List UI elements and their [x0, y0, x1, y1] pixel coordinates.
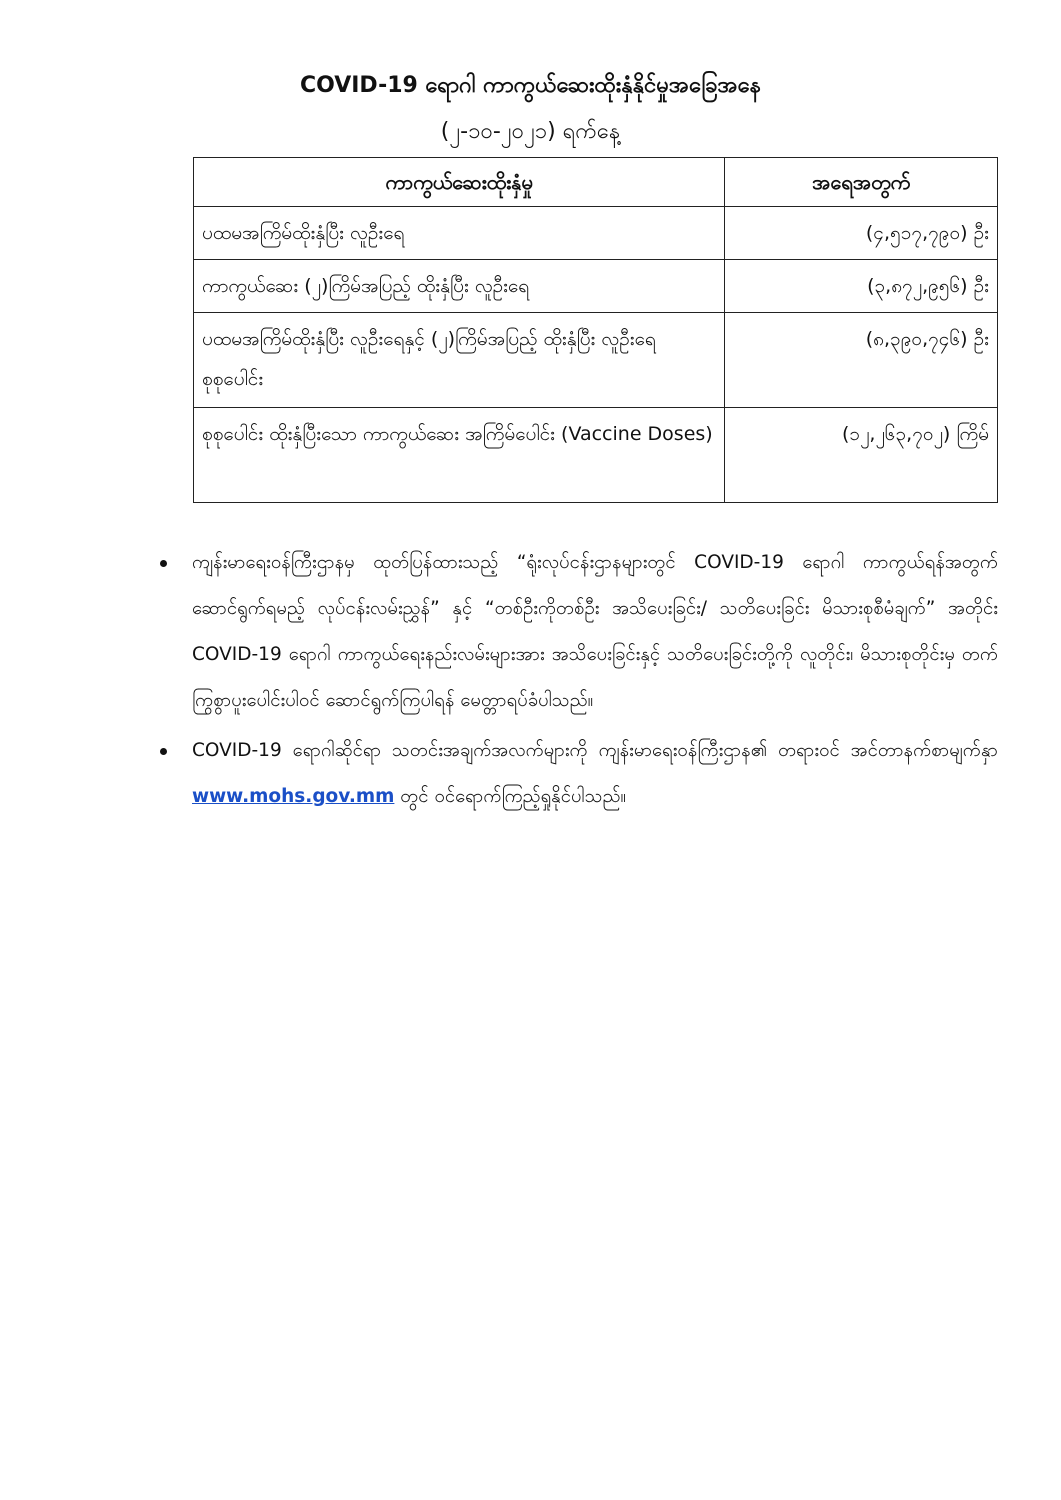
- row-label: ပထမအကြိမ်ထိုးနှံပြီး လူဦးရေ: [194, 207, 725, 260]
- vaccination-table: [193, 157, 998, 503]
- table-header-row: [194, 158, 998, 207]
- bullet-item-guidance: [150, 540, 998, 724]
- page-title: COVID-19 ရောဂါ ကာကွယ်ဆေးထိုးနှံနိုင်မှုအခြေအနေ: [299, 73, 762, 98]
- table-row: [194, 408, 998, 503]
- row-label: ကာကွယ်ဆေး (၂)ကြိမ်အပြည့် ထိုးနှံပြီး လူဦးရေ: [194, 260, 725, 313]
- row-label: စုစုပေါင်း ထိုးနှံပြီးသော ကာကွယ်ဆေး အကြိမ်ပေါင်း (Vaccine Doses): [194, 408, 725, 503]
- table-row: [194, 260, 998, 313]
- column-header-vaccination: ကာကွယ်ဆေးထိုးနှံမှု: [194, 158, 725, 207]
- row-value: (၄,၅၁၇,၇၉၀) ဦး: [725, 207, 998, 260]
- mohs-website-link[interactable]: www.mohs.gov.mm: [192, 786, 395, 807]
- bullet-item-website: [150, 728, 998, 820]
- bullet-text-before-link: COVID-19 ရောဂါဆိုင်ရာ သတင်းအချက်အလက်များကို ကျန်းမာရေးဝန်ကြီးဌာန၏ တရားဝင် အင်တာနက်စာမျက်နှာ: [192, 740, 998, 761]
- row-value: (၈,၃၉၀,၇၄၆) ဦး: [725, 313, 998, 408]
- column-header-count: အရေအတွက်: [725, 158, 998, 207]
- table-row: [194, 313, 998, 408]
- row-label: ပထမအကြိမ်ထိုးနှံပြီး လူဦးရေနှင့် (၂)ကြိမ်အပြည့် ထိုးနှံပြီး လူဦးရေစုစုပေါင်း: [194, 313, 725, 408]
- row-value: (၃,၈၇၂,၉၅၆) ဦး: [725, 260, 998, 313]
- bullet-list: [150, 540, 998, 824]
- table-row: [194, 207, 998, 260]
- bullet-text-after-link: တွင် ဝင်ရောက်ကြည့်ရှုနိုင်ပါသည်။: [394, 786, 627, 807]
- row-value: (၁၂,၂၆၃,၇၀၂) ကြိမ်: [725, 408, 998, 503]
- bullet-icon: [160, 748, 167, 755]
- report-date: (၂-၁၀-၂၀၂၁) ရက်နေ့: [440, 119, 621, 144]
- bullet-icon: [160, 560, 167, 567]
- bullet-text: ကျန်းမာရေးဝန်ကြီးဌာနမှ ထုတ်ပြန်ထားသည့် “ရုံးလုပ်ငန်းဌာနများတွင် COVID-19 ရောဂါ ကာကွယ်ရန်အတွက် ဆောင်ရွက်ရမည့် လုပ်ငန်းလမ်းညွှန်” နှင့် “တစ်ဦးကိုတစ်ဦး အသိပေးခြင်း/ သတိပေးခြင်း မိသားစုစီမံချက်” အတိုင်း COVID-19 ရောဂါ ကာကွယ်ရေးနည်းလမ်းများအား အသိပေးခြင်းနှင့် သတိပေးခြင်းတို့ကို လူတိုင်း၊ မိသားစုတိုင်းမှ တက်ကြွစွာပူးပေါင်းပါဝင် ဆောင်ရွက်ကြပါရန် မေတ္တာရပ်ခံပါသည်။: [192, 552, 998, 711]
